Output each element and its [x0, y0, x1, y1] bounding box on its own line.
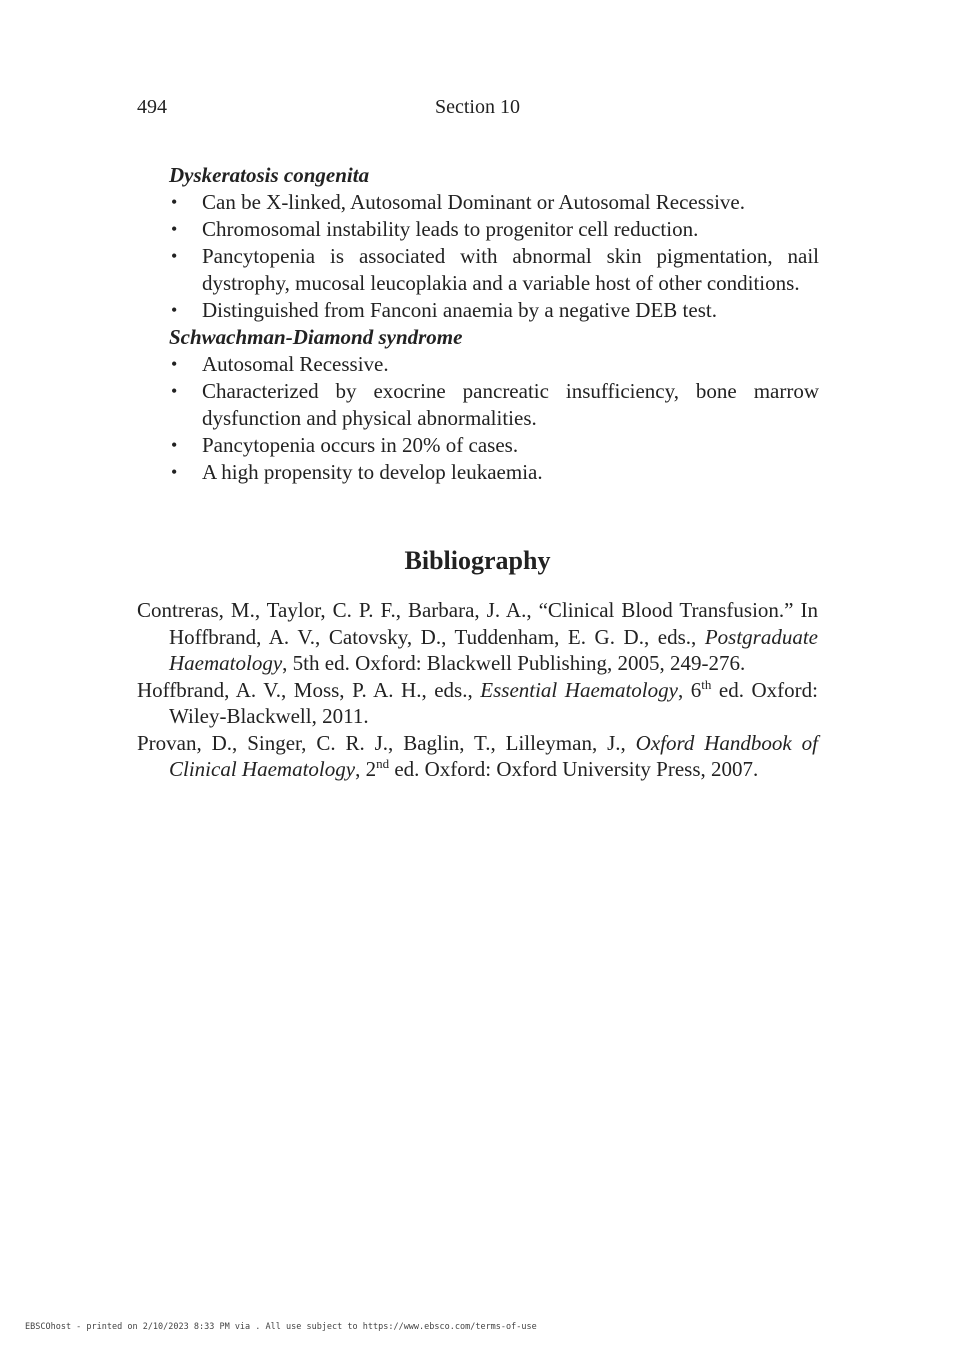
- main-content: [169, 162, 819, 486]
- list-item: [169, 378, 819, 432]
- page-number: 494: [137, 96, 167, 118]
- bullet-icon: •: [171, 219, 178, 239]
- reference-edition-suffix: nd: [376, 756, 390, 771]
- reference-authors: Hoffbrand, A. V., Moss, P. A. H., eds.,: [137, 677, 481, 702]
- bullet-icon: •: [171, 381, 178, 401]
- reference-title: Oxford Handbook of Clinical Haematology: [169, 730, 818, 781]
- reference-edition: , 6: [677, 677, 702, 702]
- subheading-schwachman-diamond: Schwachman-Diamond syndrome: [169, 325, 463, 349]
- subheading-dyskeratosis: Dyskeratosis congenita: [169, 163, 370, 187]
- list-item-text: Distinguished from Fanconi anaemia by a negative DEB test.: [202, 298, 717, 322]
- reference-authors: Contreras, M., Taylor, C. P. F., Barbara, J. A., “Clinical Blood Transfusion.” In Hoffbrand, A. V., Catovsky, D., Tuddenham, E. G. D., eds.,: [137, 598, 818, 649]
- bullet-icon: •: [171, 435, 178, 455]
- reference-title: Essential Haematology: [480, 677, 678, 702]
- bullet-icon: •: [171, 246, 178, 266]
- reference-entry: [137, 597, 818, 677]
- list-item-text: Can be X-linked, Autosomal Dominant or Autosomal Recessive.: [202, 190, 746, 214]
- list-item-text: Autosomal Recessive.: [202, 352, 389, 376]
- section-label: Section 10: [435, 96, 520, 118]
- reference-title: Postgraduate Haematology: [169, 624, 818, 675]
- list-item-text: Pancytopenia is associated with abnormal skin pigmentation, nail dystrophy, mucosal leucoplakia and a variable host of other conditions.: [202, 244, 819, 295]
- list-item: [169, 351, 819, 378]
- list-item-text: A high propensity to develop leukaemia.: [202, 460, 543, 484]
- bullet-list-dyskeratosis: [169, 189, 819, 324]
- list-item: [169, 189, 819, 216]
- reference-entry: [137, 730, 818, 783]
- bullet-icon: •: [171, 354, 178, 374]
- bullet-icon: •: [171, 300, 178, 320]
- list-item-text: Pancytopenia occurs in 20% of cases.: [202, 433, 519, 457]
- list-item: [169, 243, 819, 297]
- bullet-list-schwachman-diamond: [169, 351, 819, 486]
- list-item: [169, 459, 819, 486]
- reference-publisher: ed. Oxford: Blackwell Publishing, 2005, 249-276.: [319, 651, 746, 675]
- bibliography-heading: Bibliography: [404, 546, 551, 575]
- reference-edition: , 2: [355, 757, 377, 781]
- list-item: [169, 432, 819, 459]
- list-item: [169, 216, 819, 243]
- reference-publisher: ed. Oxford: Oxford University Press, 2007.: [389, 757, 759, 781]
- ebsco-footer: EBSCOhost - printed on 2/10/2023 8:33 PM via . All use subject to https://www.ebsco.com/terms-of-use: [25, 1322, 537, 1332]
- bullet-icon: •: [171, 462, 178, 482]
- reference-edition: , 5th: [282, 651, 320, 675]
- list-item-text: Characterized by exocrine pancreatic insufficiency, bone marrow dysfunction and physical abnormalities.: [202, 379, 819, 430]
- bullet-icon: •: [171, 192, 178, 212]
- list-item-text: Chromosomal instability leads to progenitor cell reduction.: [202, 217, 699, 241]
- reference-publisher: ed. Oxford: Wiley-Blackwell, 2011.: [169, 677, 819, 728]
- reference-authors: Provan, D., Singer, C. R. J., Baglin, T., Lilleyman, J.,: [137, 730, 636, 755]
- bibliography-list: [137, 597, 818, 783]
- list-item: [169, 297, 819, 324]
- reference-entry: [137, 677, 818, 730]
- reference-edition-suffix: th: [701, 676, 712, 692]
- running-header: [137, 96, 818, 120]
